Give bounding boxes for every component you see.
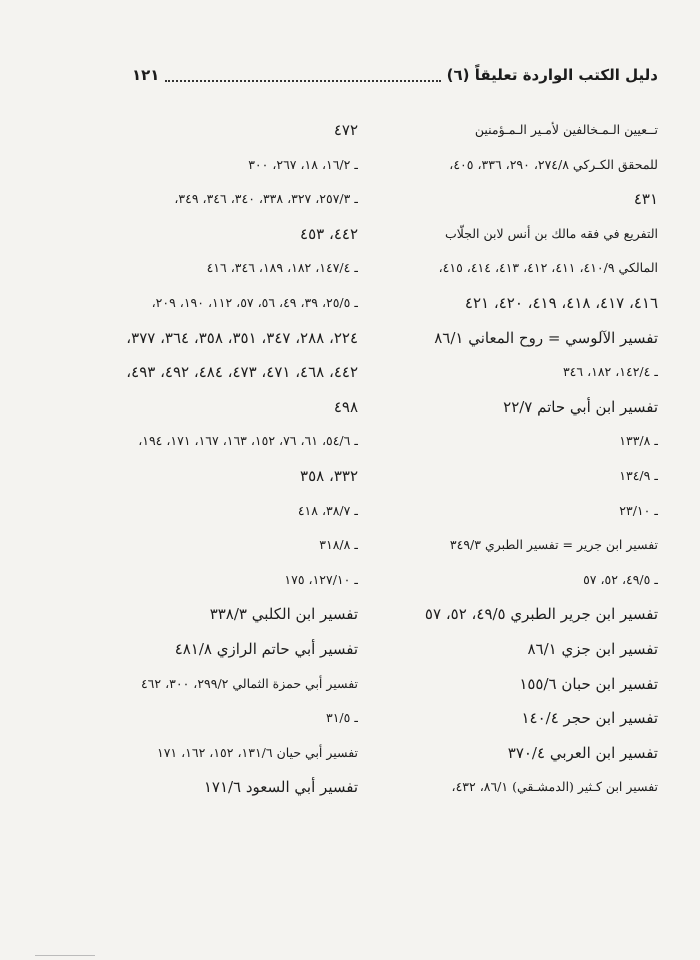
index-entry: تفسير ابن أبي حاتم ٢٢/٧ bbox=[503, 397, 658, 416]
running-header bbox=[132, 62, 658, 88]
index-entry: تفسير أبي حاتم الرازي ٤٨١/٨ bbox=[174, 639, 358, 658]
index-entry: ـ ٤٩/٥، ٥٢، ٥٧ bbox=[583, 571, 658, 587]
index-entry: تفسير ابن الكلبي ٣٣٨/٣ bbox=[209, 605, 358, 624]
index-entry: ٢٢٤، ٢٨٨، ٣٤٧، ٣٥١، ٣٥٨، ٣٦٤، ٣٧٧، bbox=[126, 328, 358, 347]
index-entry: ـ ٣٨/٧، ٤١٨ bbox=[297, 502, 358, 518]
index-entry: تفسير الآلوسي = روح المعاني ٨٦/١ bbox=[434, 328, 658, 347]
index-entry: تفسير ابن جرير الطبري ٤٩/٥، ٥٢، ٥٧ bbox=[424, 605, 658, 624]
index-entry: تفسير ابن حجر ١٤٠/٤ bbox=[521, 709, 658, 728]
index-entry: ـ ١٦/٢، ١٨، ٢٦٧، ٣٠٠ bbox=[248, 156, 358, 172]
index-entry: ـ ١٢٧/١٠، ١٧٥ bbox=[284, 571, 358, 587]
index-entry: تفسير ابن العربي ٣٧٠/٤ bbox=[507, 743, 658, 762]
index-entry: ـ ٢٣/١٠ bbox=[619, 502, 658, 518]
index-column-left bbox=[28, 113, 358, 805]
index-entry: ـ ١٣٤/٩ bbox=[619, 467, 658, 483]
index-entry: المالكي ٤١٠/٩، ٤١١، ٤١٢، ٤١٣، ٤١٤، ٤١٥، bbox=[438, 260, 658, 276]
index-entry: للمحقق الكـركي ٢٧٤/٨، ٢٩٠، ٣٣٦، ٤٠٥، bbox=[449, 156, 658, 172]
index-entry: ـ ١٣٣/٨ bbox=[619, 433, 658, 449]
index-entry: ـ ١٤٧/٤، ١٨٢، ١٨٩، ٣٤٦، ٤١٦ bbox=[206, 260, 358, 276]
index-entry: ٤٤٢، ٤٥٣ bbox=[300, 224, 358, 243]
index-entry: تفسير أبي السعود ١٧١/٦ bbox=[203, 778, 358, 797]
index-entry: تفسير ابن حبان ١٥٥/٦ bbox=[519, 674, 658, 693]
index-entry: ـ ٢٥٧/٣، ٣٢٧، ٣٣٨، ٣٤٠، ٣٤٦، ٣٤٩، bbox=[174, 191, 358, 207]
index-entry: ـ ٣١٨/٨ bbox=[319, 537, 358, 553]
index-entry: تفسير أبي حمزة الثمالي ٢٩٩/٢، ٣٠٠، ٤٦٢ bbox=[140, 675, 358, 691]
page-number: ١٢١ bbox=[132, 66, 160, 84]
index-entry: تفسير أبي حيان ١٣١/٦، ١٥٢، ١٦٢، ١٧١ bbox=[157, 744, 358, 760]
index-entry: ٤١٦، ٤١٧، ٤١٨، ٤١٩، ٤٢٠، ٤٢١ bbox=[464, 293, 658, 312]
index-entry: ـ ١٤٢/٤، ١٨٢، ٣٤٦ bbox=[562, 364, 658, 380]
index-entry: ٤٩٨ bbox=[333, 397, 358, 416]
header-title: دليل الكتب الواردة تعليقاً (٦) bbox=[446, 66, 658, 84]
index-entry: التفريع في فقه مالك بن أنس لابن الجلّاب bbox=[444, 225, 658, 241]
index-entry: تفسير ابن جزي ٨٦/١ bbox=[527, 639, 658, 658]
index-entry: تــعيين الـمـخالفين لأمـير الـمـؤمنين bbox=[474, 122, 658, 137]
index-entry: ـ ٢٥/٥، ٣٩، ٤٩، ٥٦، ٥٧، ١١٢، ١٩٠، ٢٠٩، bbox=[151, 294, 358, 310]
index-entry: ـ ٥٤/٦، ٦١، ٧٦، ١٥٢، ١٦٣، ١٦٧، ١٧١، ١٩٤، bbox=[138, 433, 358, 449]
index-entry: ٤٣١ bbox=[633, 190, 658, 209]
header-dot-leader bbox=[165, 68, 440, 82]
index-entry: ٣٣٢، ٣٥٨ bbox=[300, 466, 358, 485]
index-entry: تفسير ابن جرير = تفسير الطبري ٣٤٩/٣ bbox=[449, 537, 658, 553]
index-column-right bbox=[388, 113, 658, 805]
bottom-rule bbox=[35, 955, 95, 956]
index-entry: ـ ٣١/٥ bbox=[326, 710, 358, 726]
index-entry: ٤٤٢، ٤٦٨، ٤٧١، ٤٧٣، ٤٨٤، ٤٩٢، ٤٩٣، bbox=[126, 363, 358, 382]
index-entry: تفسير ابن كـثير (الدمشـقي) ٨٦/١، ٤٣٢، bbox=[451, 779, 658, 795]
index-entry: ٤٧٢ bbox=[333, 121, 358, 139]
